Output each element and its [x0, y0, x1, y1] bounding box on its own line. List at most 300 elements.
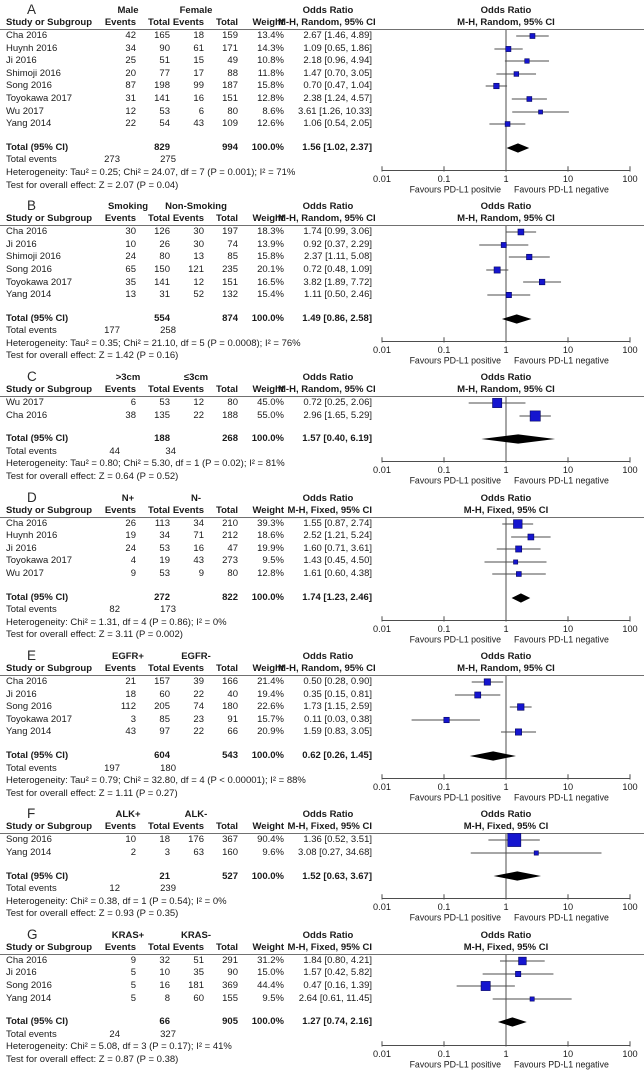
weight-value: 31.2%: [257, 954, 284, 966]
total-events-label: Total events: [6, 445, 57, 457]
total-label: Total (95% CI): [6, 141, 69, 153]
total1-value: 51: [159, 55, 170, 67]
group2-label: KRAS-: [180, 929, 212, 941]
events1-column-header: Events: [104, 662, 136, 674]
events2-value: 71: [193, 530, 204, 542]
events2-column-header: Events: [172, 384, 204, 396]
events1-value: 24: [125, 542, 136, 554]
events1-value: 21: [125, 675, 136, 687]
spacer: [0, 860, 644, 871]
total-or-ci: 1.74 [1.23, 2.46]: [302, 591, 372, 603]
events2-value: 52: [193, 289, 204, 301]
favours-right-label: Favours PD-L1 negative: [514, 475, 609, 486]
or-ci-value: 1.74 [0.99, 3.06]: [303, 226, 372, 238]
or-ci-value: 2.37 [1.11, 5.08]: [304, 251, 372, 263]
events1-value: 9: [130, 568, 136, 579]
study-name: Huynh 2016: [6, 530, 58, 542]
weight-value: 8.6%: [262, 105, 284, 117]
events2-value: 61: [193, 42, 204, 54]
overall-test-row: [0, 788, 644, 801]
axis-tick-label: 0.1: [437, 623, 451, 634]
events2-value: 181: [188, 980, 204, 992]
group2-label: ≤3cm: [183, 372, 209, 384]
total-events2: 258: [160, 325, 176, 337]
axis-tick-label: 0.1: [437, 174, 451, 184]
study-row: [0, 847, 644, 860]
weight-value: 15.7%: [257, 713, 284, 725]
overall-test-text: Test for overall effect: Z = 1.42 (P = 0.16): [6, 350, 179, 362]
study-row: [0, 993, 644, 1006]
panel-letter: C: [27, 369, 37, 385]
overall-test-row: [0, 471, 644, 484]
heterogeneity-text: Heterogeneity: Tau² = 0.80; Chi² = 5.30, df = 1 (P = 0.02); I² = 81%: [6, 458, 285, 470]
study-row: [0, 277, 644, 290]
weight-value: 21.4%: [257, 675, 284, 687]
axis-tick-label: 100: [622, 465, 638, 476]
study-column-header: Study or Subgroup: [6, 504, 93, 516]
odds-ratio-column-title: Odds Ratio: [302, 492, 354, 504]
axis-tick-label: 1: [503, 174, 509, 184]
study-name: Toyokawa 2017: [6, 92, 73, 104]
group1-label: EGFR+: [112, 650, 144, 662]
study-row: [0, 93, 644, 106]
panel-header-groups: [0, 926, 644, 942]
total1-value: 54: [159, 118, 170, 130]
study-row: [0, 55, 644, 68]
study-row: [0, 555, 644, 568]
events1-value: 34: [125, 42, 136, 54]
axis-tick-label: 10: [562, 623, 574, 634]
total1-value: 135: [154, 409, 170, 421]
favours-left-label: Favours PD-L1 positive: [409, 633, 501, 644]
total2-value: 171: [222, 42, 238, 54]
total-events2: 173: [160, 604, 176, 616]
odds-ratio-plot-title: Odds Ratio: [480, 809, 532, 821]
heterogeneity-row: [0, 617, 644, 630]
weight-value: 12.8%: [257, 92, 284, 104]
events2-value: 51: [193, 954, 204, 966]
axis-tick-label: 0.1: [437, 781, 451, 792]
study-column-header: Study or Subgroup: [6, 213, 93, 225]
events2-value: 9: [198, 568, 204, 579]
axis-tick-label: 10: [562, 465, 574, 476]
total2-value: 180: [222, 701, 238, 713]
heterogeneity-row: [0, 896, 644, 909]
axis-tick-label: 100: [622, 1048, 638, 1059]
events1-value: 10: [125, 834, 136, 846]
favours-left-label: Favours PD-L1 positive: [409, 912, 501, 923]
total1-value: 97: [159, 726, 170, 738]
heterogeneity-text: Heterogeneity: Chi² = 0.38, df = 1 (P = 0.54); I² = 0%: [6, 895, 227, 907]
total-weight: 100.0%: [251, 870, 284, 882]
total1-value: 77: [159, 67, 170, 79]
or-ci-value: 1.55 [0.87, 2.74]: [303, 517, 372, 529]
favours-right-label: Favours PD-L1 negative: [514, 633, 609, 644]
events1-value: 30: [125, 226, 136, 238]
spacer: [0, 131, 644, 142]
total-label: Total (95% CI): [6, 749, 69, 761]
or-ci-value: 3.82 [1.89, 7.72]: [303, 276, 372, 288]
total2-column-header: Total: [216, 384, 238, 396]
panel-header-groups: [0, 647, 644, 663]
or-ci-value: 0.72 [0.48, 1.09]: [303, 263, 372, 275]
method-plot-header: M-H, Fixed, 95% CI: [463, 504, 549, 516]
events2-value: 30: [193, 226, 204, 238]
total2-column-header: Total: [216, 941, 238, 953]
events1-value: 4: [130, 555, 136, 567]
study-name: Shimoji 2016: [6, 67, 61, 79]
weight-column-header: Weight: [252, 17, 284, 28]
study-row: [0, 530, 644, 543]
total2-value: 91: [227, 713, 238, 725]
or-ci-value: 0.11 [0.03, 0.38]: [304, 713, 372, 725]
weight-value: 19.9%: [257, 542, 284, 554]
total-label: Total (95% CI): [6, 312, 69, 324]
study-name: Wu 2017: [6, 105, 44, 117]
events1-value: 43: [125, 726, 136, 738]
weight-value: 14.3%: [257, 42, 284, 54]
events2-column-header: Events: [172, 17, 204, 28]
study-column-header: Study or Subgroup: [6, 941, 93, 953]
odds-ratio-column-title: Odds Ratio: [302, 809, 354, 821]
axis-tick-label: 1: [503, 902, 509, 913]
total-weight: 100.0%: [251, 312, 284, 324]
total-label: Total (95% CI): [6, 870, 69, 882]
method-plot-header: M-H, Random, 95% CI: [457, 17, 555, 28]
method-column-header: M-H, Random, 95% CI: [278, 17, 376, 28]
overall-test-row: [0, 629, 644, 642]
total2-value: 212: [222, 530, 238, 542]
events2-value: 63: [193, 846, 204, 858]
total-row: [0, 313, 644, 326]
events1-value: 6: [130, 397, 136, 409]
weight-value: 13.4%: [257, 30, 284, 41]
total-or-ci: 1.56 [1.02, 2.37]: [302, 141, 372, 153]
total1-value: 3: [164, 846, 170, 858]
total-events2: 327: [160, 1028, 176, 1040]
total-or-ci: 0.62 [0.26, 1.45]: [302, 749, 372, 761]
total2-sum: 268: [222, 433, 238, 445]
events1-value: 65: [125, 263, 136, 275]
weight-column-header: Weight: [252, 662, 284, 674]
weight-value: 16.5%: [257, 276, 284, 288]
study-name: Yang 2014: [6, 992, 52, 1004]
total1-value: 90: [159, 42, 170, 54]
events2-value: 43: [193, 555, 204, 567]
total1-sum: 66: [159, 1016, 170, 1028]
total-events-label: Total events: [6, 762, 57, 774]
or-ci-value: 2.18 [0.96, 4.94]: [303, 55, 372, 67]
heterogeneity-text: Heterogeneity: Chi² = 5.08, df = 3 (P = 0.17); I² = 41%: [6, 1041, 232, 1053]
method-column-header: M-H, Random, 95% CI: [278, 662, 376, 674]
study-name: Yang 2014: [6, 289, 52, 301]
study-name: Ji 2016: [6, 55, 37, 67]
total2-sum: 874: [222, 312, 238, 324]
study-name: Wu 2017: [6, 397, 44, 409]
overall-test-text: Test for overall effect: Z = 0.64 (P = 0.52): [6, 471, 179, 483]
or-ci-value: 2.64 [0.61, 11.45]: [298, 992, 372, 1004]
total1-value: 141: [154, 276, 170, 288]
total2-value: 109: [222, 118, 238, 130]
odds-ratio-plot-title: Odds Ratio: [480, 201, 532, 213]
weight-value: 12.8%: [257, 568, 284, 579]
total-weight: 100.0%: [251, 141, 284, 153]
events2-column-header: Events: [172, 213, 204, 225]
panel-header-columns: [0, 663, 644, 676]
events2-value: 16: [193, 542, 204, 554]
total-weight: 100.0%: [251, 591, 284, 603]
total-row: [0, 750, 644, 763]
total2-sum: 822: [222, 591, 238, 603]
heterogeneity-row: [0, 167, 644, 180]
or-ci-value: 1.61 [0.60, 4.38]: [303, 568, 372, 579]
events1-value: 24: [125, 251, 136, 263]
total2-value: 187: [222, 80, 238, 92]
total1-column-header: Total: [148, 213, 170, 225]
events1-value: 10: [125, 238, 136, 250]
total2-column-header: Total: [216, 662, 238, 674]
study-row: [0, 410, 644, 423]
total2-value: 367: [222, 834, 238, 846]
weight-value: 18.3%: [257, 226, 284, 238]
total1-value: 19: [159, 555, 170, 567]
total1-value: 34: [159, 530, 170, 542]
total-events-row: [0, 154, 644, 167]
total1-value: 16: [159, 980, 170, 992]
total1-sum: 829: [154, 141, 170, 153]
method-plot-header: M-H, Fixed, 95% CI: [463, 821, 549, 833]
total-events1: 24: [109, 1028, 120, 1040]
study-row: [0, 397, 644, 410]
events2-value: 16: [193, 92, 204, 104]
study-row: [0, 226, 644, 239]
axis-tick-label: 1: [503, 1048, 509, 1059]
axis-tick-label: 1: [503, 781, 509, 792]
total1-sum: 604: [154, 749, 170, 761]
total-events-label: Total events: [6, 883, 57, 895]
total2-value: 155: [222, 992, 238, 1004]
study-row: [0, 30, 644, 43]
total1-value: 53: [159, 568, 170, 579]
events1-column-header: Events: [104, 821, 136, 833]
total-events1: 273: [104, 154, 120, 166]
group2-label: Female: [179, 5, 213, 16]
panel-header-groups: [0, 489, 644, 505]
study-row: [0, 980, 644, 993]
weight-column-header: Weight: [252, 384, 284, 396]
total-or-ci: 1.57 [0.40, 6.19]: [302, 433, 372, 445]
events2-column-header: Events: [172, 662, 204, 674]
group2-label: EGFR-: [181, 650, 211, 662]
spacer: [0, 302, 644, 313]
odds-ratio-plot-title: Odds Ratio: [480, 372, 532, 384]
odds-ratio-column-title: Odds Ratio: [302, 650, 354, 662]
or-ci-value: 0.35 [0.15, 0.81]: [303, 688, 372, 700]
axis-tick-label: 0.1: [437, 902, 451, 913]
or-ci-value: 1.73 [1.15, 2.59]: [303, 701, 372, 713]
spacer: [0, 739, 644, 750]
events1-value: 13: [125, 289, 136, 301]
total2-sum: 994: [222, 141, 238, 153]
study-name: Song 2016: [6, 834, 52, 846]
weight-value: 15.4%: [257, 289, 284, 301]
total1-column-header: Total: [148, 941, 170, 953]
weight-value: 9.5%: [262, 992, 284, 1004]
total2-value: 74: [227, 238, 238, 250]
study-row: [0, 967, 644, 980]
events1-value: 3: [130, 713, 136, 725]
events2-value: 60: [193, 992, 204, 1004]
spacer: [0, 581, 644, 592]
odds-ratio-column-title: Odds Ratio: [302, 372, 354, 384]
events1-value: 22: [125, 118, 136, 130]
total-or-ci: 1.49 [0.86, 2.58]: [302, 312, 372, 324]
events1-column-header: Events: [104, 213, 136, 225]
events2-value: 15: [193, 55, 204, 67]
study-row: [0, 264, 644, 277]
weight-column-header: Weight: [252, 504, 284, 516]
or-ci-value: 3.08 [0.27, 34.68]: [298, 846, 372, 858]
events2-value: 74: [193, 701, 204, 713]
total2-value: 210: [222, 517, 238, 529]
or-ci-value: 2.52 [1.21, 5.24]: [303, 530, 372, 542]
total2-value: 85: [227, 251, 238, 263]
overall-test-text: Test for overall effect: Z = 1.11 (P = 0.27): [6, 787, 178, 799]
group1-label: >3cm: [115, 372, 141, 384]
events1-column-header: Events: [104, 17, 136, 28]
method-plot-header: M-H, Random, 95% CI: [457, 213, 555, 225]
method-column-header: M-H, Fixed, 95% CI: [287, 504, 372, 516]
total-row: [0, 592, 644, 605]
study-column-header: Study or Subgroup: [6, 662, 93, 674]
weight-value: 45.0%: [257, 397, 284, 409]
favours-left-label: Favours PD-L1 positive: [409, 355, 501, 366]
total2-column-header: Total: [216, 821, 238, 833]
events1-value: 87: [125, 80, 136, 92]
events2-value: 17: [193, 67, 204, 79]
total1-sum: 554: [154, 312, 170, 324]
total1-value: 60: [159, 688, 170, 700]
favours-right-label: Favours PD-L1 negative: [514, 792, 609, 803]
total-events-row: [0, 1029, 644, 1042]
or-ci-value: 0.72 [0.25, 2.06]: [303, 397, 372, 409]
axis-tick-label: 10: [562, 345, 574, 356]
total-events-row: [0, 604, 644, 617]
events2-value: 22: [193, 726, 204, 738]
events1-value: 5: [130, 992, 136, 1004]
events1-value: 18: [125, 688, 136, 700]
study-row: [0, 726, 644, 739]
total-events-label: Total events: [6, 1028, 57, 1040]
events2-column-header: Events: [172, 821, 204, 833]
weight-value: 20.1%: [257, 263, 284, 275]
total-label: Total (95% CI): [6, 591, 69, 603]
group1-label: Smoking: [107, 201, 149, 213]
panel-letter: E: [27, 647, 37, 663]
total2-value: 132: [222, 289, 238, 301]
weight-value: 9.5%: [262, 555, 284, 567]
study-row: [0, 289, 644, 302]
study-name: Cha 2016: [6, 954, 48, 966]
total-row: [0, 1016, 644, 1029]
heterogeneity-text: Heterogeneity: Tau² = 0.25; Chi² = 24.07, df = 7 (P = 0.001); I² = 71%: [6, 166, 296, 178]
total2-value: 80: [227, 568, 238, 579]
panel-header-groups: [0, 200, 644, 213]
study-name: Cha 2016: [6, 675, 48, 687]
heterogeneity-text: Heterogeneity: Tau² = 0.35; Chi² = 21.10, df = 5 (P = 0.0008); I² = 76%: [6, 337, 301, 349]
total1-value: 32: [159, 954, 170, 966]
events1-column-header: Events: [104, 384, 136, 396]
method-column-header: M-H, Random, 95% CI: [278, 384, 376, 396]
total2-value: 66: [227, 726, 238, 738]
total1-column-header: Total: [148, 662, 170, 674]
total-events1: 177: [104, 325, 120, 337]
group2-label: ALK-: [184, 809, 208, 821]
events1-column-header: Events: [104, 504, 136, 516]
favours-right-label: Favours PD-L1 negative: [514, 184, 609, 195]
panel-header-columns: [0, 942, 644, 955]
total2-value: 188: [222, 409, 238, 421]
total1-column-header: Total: [148, 504, 170, 516]
method-plot-header: M-H, Random, 95% CI: [457, 662, 555, 674]
study-name: Ji 2016: [6, 967, 37, 979]
favours-left-label: Favours PD-L1 positive: [409, 1059, 501, 1070]
total2-value: 160: [222, 846, 238, 858]
axis-tick-label: 100: [622, 345, 638, 356]
events2-value: 23: [193, 713, 204, 725]
group1-label: ALK+: [115, 809, 141, 821]
weight-value: 18.6%: [257, 530, 284, 542]
events1-value: 42: [125, 30, 136, 41]
study-name: Yang 2014: [6, 118, 52, 130]
total1-value: 26: [159, 238, 170, 250]
heterogeneity-row: [0, 338, 644, 351]
favours-right-label: Favours PD-L1 negative: [514, 912, 609, 923]
total2-sum: 543: [222, 749, 238, 761]
study-name: Cha 2016: [6, 30, 48, 41]
total-weight: 100.0%: [251, 433, 284, 445]
axis-tick-label: 0.1: [437, 1048, 451, 1059]
odds-ratio-column-title: Odds Ratio: [302, 929, 354, 941]
events1-value: 20: [125, 67, 136, 79]
total-label: Total (95% CI): [6, 433, 69, 445]
weight-value: 12.6%: [257, 118, 284, 130]
study-name: Song 2016: [6, 263, 52, 275]
axis-tick-label: 0.01: [373, 345, 391, 356]
events2-value: 6: [198, 105, 204, 117]
favours-left-label: Favours PD-L1 positvie: [409, 184, 501, 195]
panel-header-groups: [0, 371, 644, 384]
study-column-header: Study or Subgroup: [6, 17, 93, 28]
weight-value: 90.4%: [257, 834, 284, 846]
panel-header-columns: [0, 821, 644, 834]
axis-tick-label: 10: [562, 1048, 574, 1059]
events1-value: 25: [125, 55, 136, 67]
panel-header-columns: [0, 505, 644, 518]
total2-value: 80: [227, 397, 238, 409]
events2-value: 43: [193, 118, 204, 130]
or-ci-value: 2.67 [1.46, 4.89]: [303, 30, 372, 41]
study-row: [0, 118, 644, 131]
axis-tick-label: 0.01: [373, 465, 391, 476]
weight-column-header: Weight: [252, 941, 284, 953]
forest-panel-f: [0, 808, 644, 921]
heterogeneity-row: [0, 1041, 644, 1054]
or-ci-value: 1.11 [0.50, 2.46]: [304, 289, 372, 301]
events1-value: 35: [125, 276, 136, 288]
weight-value: 13.9%: [257, 238, 284, 250]
study-row: [0, 106, 644, 119]
